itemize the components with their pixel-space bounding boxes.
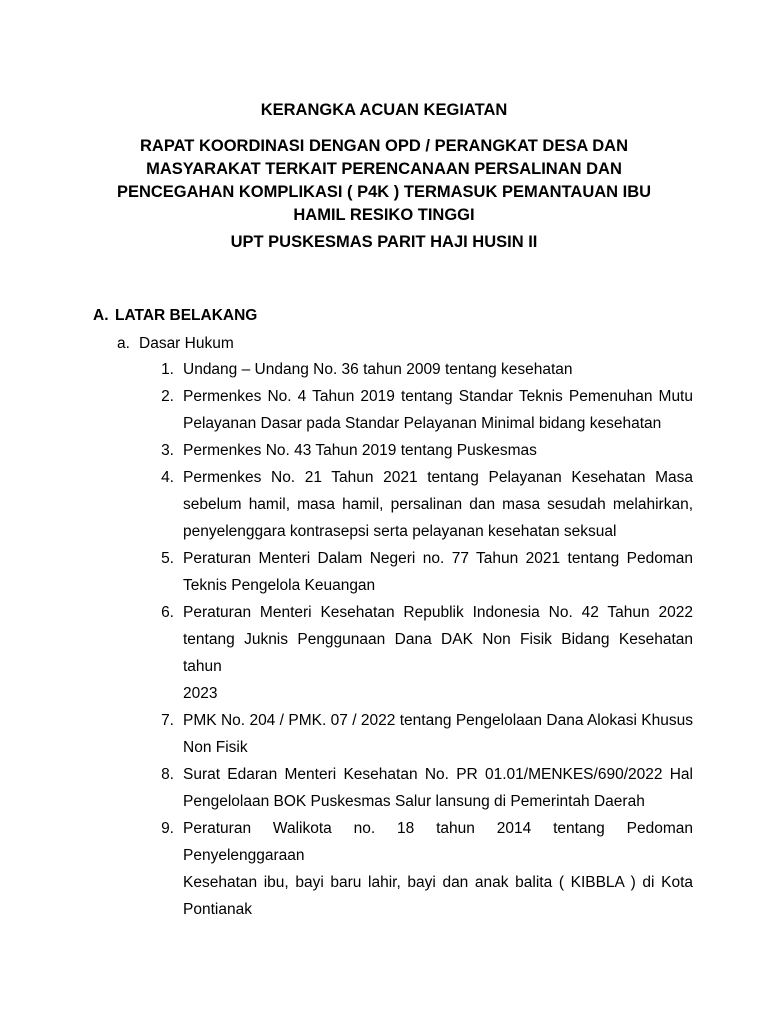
list-number xyxy=(150,383,183,437)
list-number xyxy=(150,815,183,923)
legal-basis-item xyxy=(150,437,693,464)
legal-basis-line: Permenkes No. 4 Tahun 2019 tentang Standar Teknis Pemenuhan Mutu xyxy=(183,388,693,405)
unit-name: UPT PUSKESMAS PARIT HAJI HUSIN II xyxy=(230,233,538,251)
legal-basis-text xyxy=(183,356,693,383)
activity-title-line: MASYARAKAT TERKAIT PERENCANAAN PERSALINAN DAN xyxy=(146,160,622,178)
list-number xyxy=(150,707,183,761)
legal-basis-line: tentang Juknis Penggunaan Dana DAK Non Fisik Bidang Kesehatan tahun xyxy=(183,631,693,675)
list-number xyxy=(150,599,183,707)
legal-basis-line: Pontianak xyxy=(183,901,252,918)
legal-basis-item xyxy=(150,599,693,707)
legal-basis-line: Pelayanan Dasar pada Standar Pelayanan Minimal bidang kesehatan xyxy=(183,415,662,432)
list-number-label: 5. xyxy=(161,550,174,567)
legal-basis-item xyxy=(150,545,693,599)
legal-basis-text xyxy=(183,437,693,464)
legal-basis-line: Undang – Undang No. 36 tahun 2009 tentang kesehatan xyxy=(183,361,573,378)
list-number xyxy=(150,545,183,599)
legal-basis-line: Surat Edaran Menteri Kesehatan No. PR 01.01/MENKES/690/2022 Hal xyxy=(183,766,693,783)
legal-basis-line: Permenkes No. 21 Tahun 2021 tentang Pelayanan Kesehatan Masa xyxy=(183,469,693,486)
legal-basis-list xyxy=(150,356,693,923)
legal-basis-text xyxy=(183,545,693,599)
legal-basis-item xyxy=(150,761,693,815)
legal-basis-line: Kesehatan ibu, bayi baru lahir, bayi dan anak balita ( KIBBLA ) di Kota xyxy=(183,874,693,891)
section-title: LATAR BELAKANG xyxy=(115,307,258,324)
legal-basis-text xyxy=(183,707,693,761)
list-number-label: 1. xyxy=(161,361,174,378)
legal-basis-line: Peraturan Walikota no. 18 tahun 2014 tentang Pedoman Penyelenggaraan xyxy=(183,820,693,864)
list-number xyxy=(150,356,183,383)
legal-basis-line: Pengelolaan BOK Puskesmas Salur lansung di Pemerintah Daerah xyxy=(183,793,645,810)
legal-basis-text xyxy=(183,383,693,437)
list-number xyxy=(150,464,183,545)
legal-basis-text xyxy=(183,599,693,707)
subsection-heading xyxy=(117,334,234,354)
legal-basis-line: Peraturan Menteri Dalam Negeri no. 77 Tahun 2021 tentang Pedoman xyxy=(183,550,693,567)
legal-basis-text xyxy=(183,815,693,923)
list-number-label: 3. xyxy=(161,442,174,459)
subsection-marker: a. xyxy=(117,335,130,352)
legal-basis-item xyxy=(150,815,693,923)
list-number-label: 8. xyxy=(161,766,174,783)
document-title: KERANGKA ACUAN KEGIATAN xyxy=(260,101,508,119)
activity-title xyxy=(0,135,768,227)
legal-basis-line: Peraturan Menteri Kesehatan Republik Indonesia No. 42 Tahun 2022 xyxy=(183,604,693,621)
legal-basis-text xyxy=(183,464,693,545)
legal-basis-line: Non Fisik xyxy=(183,739,248,756)
legal-basis-item xyxy=(150,464,693,545)
legal-basis-item xyxy=(150,356,693,383)
section-heading xyxy=(93,306,257,326)
activity-title-line: PENCEGAHAN KOMPLIKASI ( P4K ) TERMASUK PEMANTAUAN IBU xyxy=(116,183,652,201)
list-number-label: 6. xyxy=(161,604,174,621)
legal-basis-line: PMK No. 204 / PMK. 07 / 2022 tentang Pengelolaan Dana Alokasi Khusus xyxy=(183,712,693,729)
list-number xyxy=(150,761,183,815)
list-number-label: 9. xyxy=(161,820,174,837)
activity-title-line: RAPAT KOORDINASI DENGAN OPD / PERANGKAT DESA DAN xyxy=(140,137,628,155)
list-number-label: 4. xyxy=(161,469,174,486)
list-number xyxy=(150,437,183,464)
section-marker: A. xyxy=(93,307,109,324)
legal-basis-line: sebelum hamil, masa hamil, persalinan dan masa sesudah melahirkan, xyxy=(183,496,693,513)
legal-basis-item xyxy=(150,383,693,437)
list-number-label: 7. xyxy=(161,712,174,729)
legal-basis-line: Teknis Pengelola Keuangan xyxy=(183,577,376,594)
legal-basis-item xyxy=(150,707,693,761)
subsection-title: Dasar Hukum xyxy=(139,335,234,352)
legal-basis-text xyxy=(183,761,693,815)
list-number-label: 2. xyxy=(161,388,174,405)
legal-basis-line: penyelenggara kontrasepsi serta pelayanan kesehatan seksual xyxy=(183,523,617,540)
legal-basis-line: 2023 xyxy=(183,685,218,702)
activity-title-line: HAMIL RESIKO TINGGI xyxy=(293,206,475,224)
legal-basis-line: Permenkes No. 43 Tahun 2019 tentang Puskesmas xyxy=(183,442,537,459)
